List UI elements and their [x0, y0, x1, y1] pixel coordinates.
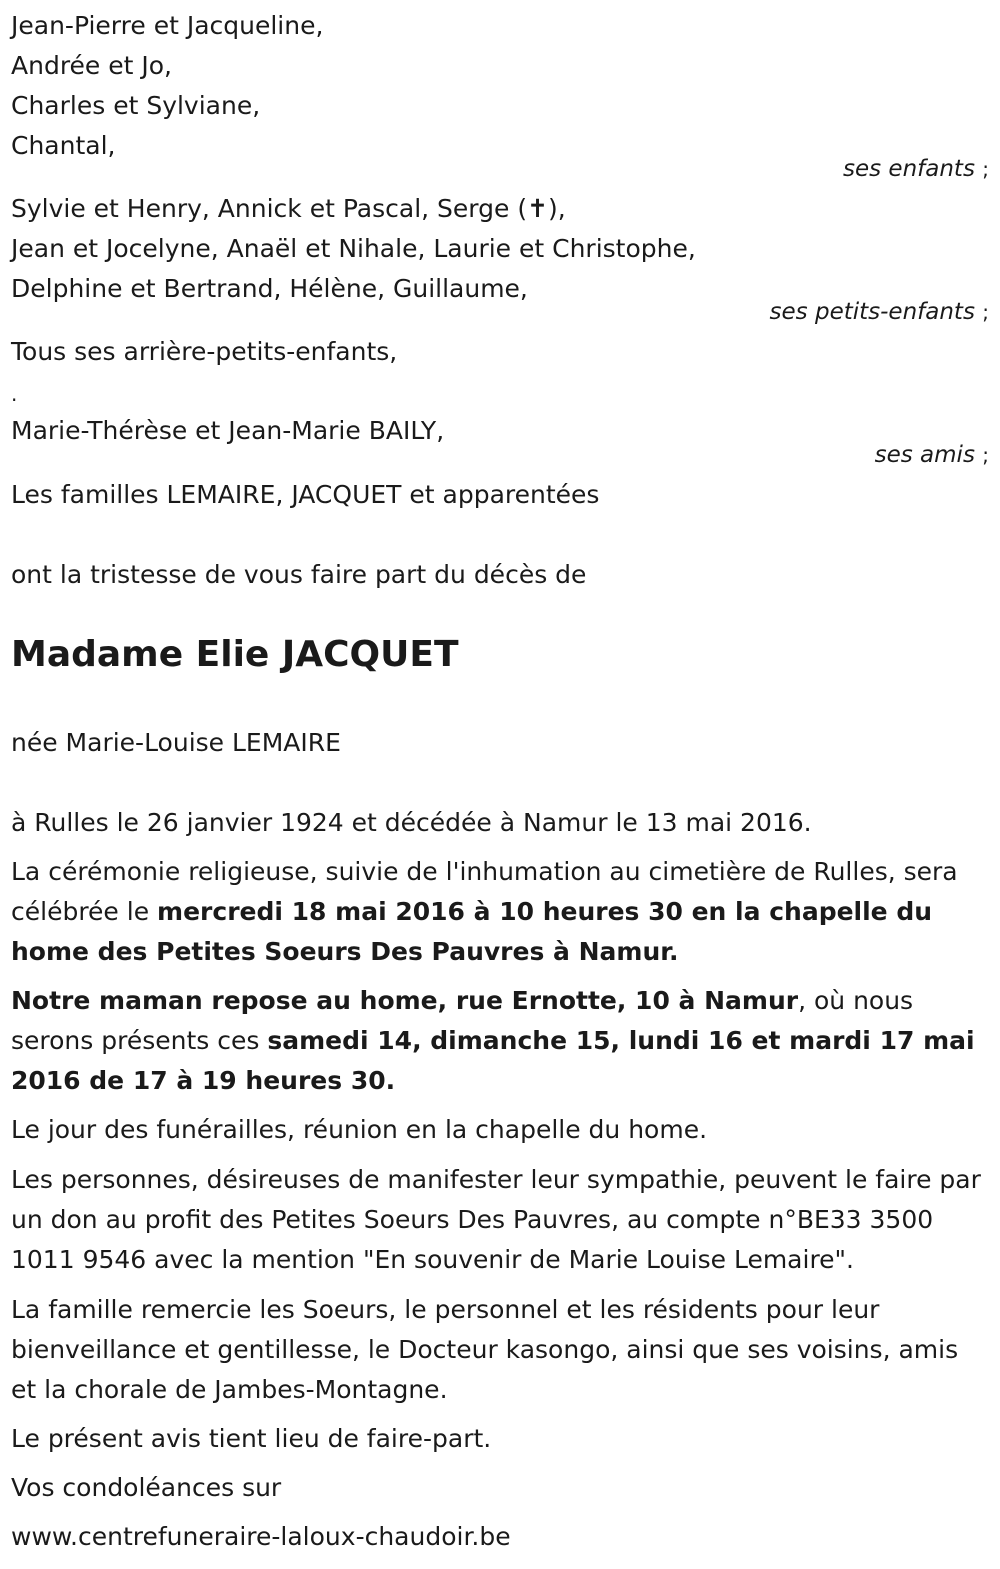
- ceremony-date-place: mercredi 18 mai 2016 à 10 heures 30 en la chapelle du home des Petites Soeurs Des Pauvres à Namur.: [11, 897, 933, 966]
- website-link[interactable]: www.centrefuneraire-laloux-chaudoir.be: [11, 1522, 511, 1551]
- maiden-name: née Marie-Louise LEMAIRE: [11, 728, 341, 757]
- families: Les familles LEMAIRE, JACQUET et apparentées: [11, 480, 600, 509]
- child-name: Jean-Pierre et Jacqueline,: [11, 11, 324, 40]
- great-grandchildren: Tous ses arrière-petits-enfants,: [11, 337, 398, 366]
- visitation-dates: samedi 14, dimanche 15, lundi 16 et mardi 17 mai 2016 de 17 à 19 heures 30.: [11, 1026, 975, 1095]
- ceremony-paragraph: [11, 852, 991, 972]
- grandchild-names: Sylvie et Henry, Annick et Pascal, Serge (✝),: [11, 194, 566, 223]
- role-suffix: ;: [982, 157, 989, 181]
- funeral-day: Le jour des funérailles, réunion en la chapelle du home.: [11, 1115, 708, 1144]
- thanks-paragraph: La famille remercie les Soeurs, le personnel et les résidents pour leur bienveillance et gentillesse, le Docteur kasongo, ainsi que ses voisins, amis et la chorale de Jambes-Montagne.: [11, 1295, 959, 1404]
- child-name: Andrée et Jo,: [11, 51, 172, 80]
- role-text: ses amis: [874, 442, 975, 468]
- deceased-name: Madame Elie JACQUET: [11, 634, 459, 675]
- role-label-grandchildren: [770, 300, 989, 324]
- role-suffix: ;: [982, 443, 989, 467]
- visitation-paragraph: [11, 981, 986, 1101]
- role-label-children: [843, 157, 989, 181]
- condolences-label: Vos condoléances sur: [11, 1473, 282, 1502]
- grandchild-names: Delphine et Bertrand, Hélène, Guillaume,: [11, 274, 528, 303]
- child-name: Chantal,: [11, 131, 116, 160]
- grandchild-names: Jean et Jocelyne, Anaël et Nihale, Laurie et Christophe,: [11, 234, 696, 263]
- ceremony-text: La cérémonie religieuse, suivie de l'inhumation au cimetière de Rulles, sera célébrée le: [11, 857, 958, 926]
- visitation-location: Notre maman repose au home, rue Ernotte, 10 à Namur: [11, 986, 799, 1015]
- visitation-text: , où nous serons présents ces: [11, 986, 914, 1055]
- child-name: Charles et Sylviane,: [11, 91, 261, 120]
- role-suffix: ;: [982, 300, 989, 324]
- children-section: [11, 6, 991, 166]
- role-text: ses petits-enfants: [769, 299, 975, 325]
- role-text: ses enfants: [843, 156, 975, 182]
- donation-paragraph: Les personnes, désireuses de manifester leur sympathie, peuvent le faire par un don au profit des Petites Soeurs Des Pauvres, au compte n°BE33 3500 1011 9546 avec la mention "En souvenir de Marie Louise Lemaire".: [11, 1165, 981, 1274]
- separator-dot: .: [11, 382, 18, 406]
- friend-names: Marie-Thérèse et Jean-Marie BAILY,: [11, 416, 445, 445]
- birth-death: à Rulles le 26 janvier 1924 et décédée à Namur le 13 mai 2016.: [11, 808, 812, 837]
- role-label-friends: [875, 443, 989, 467]
- notice: Le présent avis tient lieu de faire-part.: [11, 1424, 492, 1453]
- announcement: ont la tristesse de vous faire part du décès de: [11, 560, 587, 589]
- grandchildren-section: [11, 189, 991, 309]
